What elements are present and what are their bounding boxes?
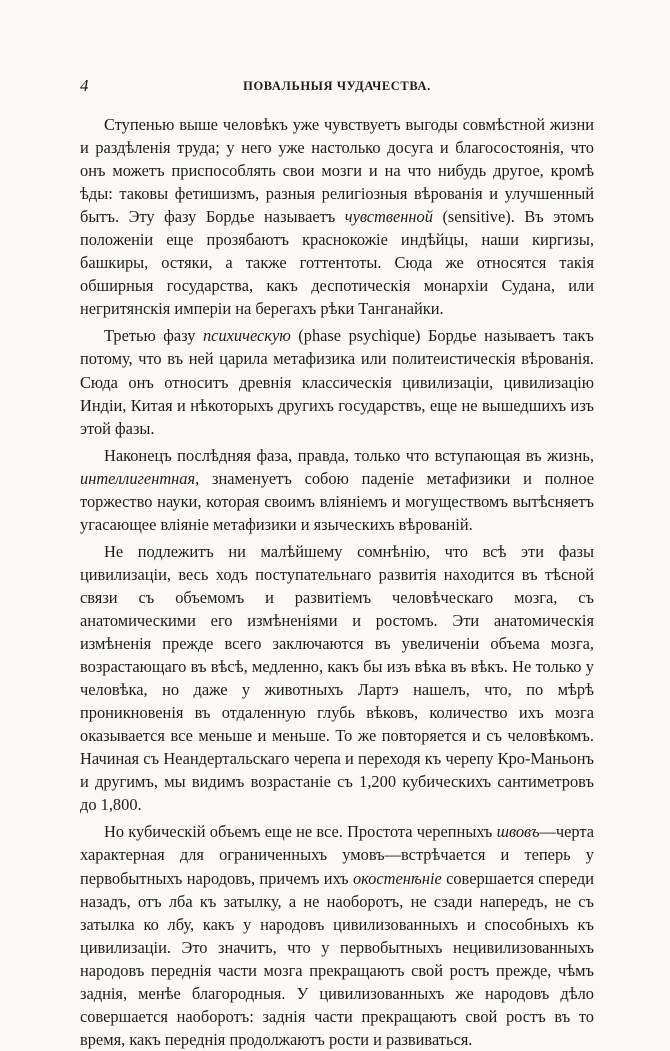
paragraph-4: Не подлежитъ ни малѣйшему сомнѣнію, что всѣ эти фазы цивилизаціи, весь ходъ поступательнаго развитія находится въ тѣсной связи съ объемомъ и развитіемъ человѣческаго мозга, съ анатомическими его измѣненіями и ростомъ. Эти анатомическія измѣненія прежде всего заключаются въ увеличеніи объема мозга, возрастающаго въ вѣсѣ, медленно, какъ бы изъ вѣка въ вѣкъ. Не только у человѣка, но даже у животныхъ Лартэ нашелъ, что, по мѣрѣ проникновенія въ отдаленную глубь вѣковъ, количество ихъ мозга оказывается все меньше и меньше. То же повторяется и съ человѣкомъ. Начиная съ Неандертальскаго черепа и переходя къ черепу Кро-Маньонъ и другимъ, мы видимъ возрастаніе съ 1,200 кубическихъ сантиметровъ до 1,800. bbox=[80, 541, 594, 815]
emphasized-term: швовъ bbox=[496, 822, 540, 842]
paragraph-1: Ступенью выше человѣкъ уже чувствуетъ выгоды совмѣстной жизни и раздѣленія труда; у него уже настолько досуга и благосостоянія, что онъ можетъ приспособлять свои мозги и на что нибудь другое, кромѣ ѣды: таковы фетишизмъ, разныя религіозныя вѣрованія и улучшенный бытъ. Эту фазу Бордье называетъ чувственной (sensitive). Въ этомъ положеніи еще прозябаютъ краснокожіе индѣйцы, наши киргизы, башкиры, остяки, а также готтентоты. Сюда же относятся такія обширныя государства, какъ деспотическія монархіи Судана, или негритянскія имперіи на берегахъ рѣки Танганайки. bbox=[80, 115, 594, 319]
page-number: 4 bbox=[80, 76, 89, 95]
paragraph-5: Но кубическій объемъ еще не все. Простота черепныхъ швовъ—черта характерная для ограниченныхъ умовъ—встрѣчается и теперь у первобытныхъ народовъ, причемъ ихъ окостенѣніе совершается спереди назадъ, отъ лба къ затылку, а не наоборотъ, не сзади напередъ, не съ затылка ко лбу, какъ у народовъ цивилизованныхъ и способныхъ къ цивилизаціи. Это значитъ, что у первобытныхъ нецивилизованныхъ народовъ переднія части мозга прекращаютъ свой ростъ прежде, чѣмъ заднія, менѣе благородныя. У цивилизованныхъ же народовъ дѣло совершается наоборотъ: заднія части прекращаютъ свой ростъ въ то время, какъ переднія продолжаютъ рости и развиваться. bbox=[80, 822, 594, 1049]
paragraph-2: Третью фазу психическую (phase psychique) Бордье называетъ такъ потому, что въ ней царила метафизика или политеистическія вѣрованія. Сюда онъ относитъ древнія классическія цивилизаціи, цивилизацію Индіи, Китая и нѣкоторыхъ другихъ государствъ, еще не вышедшихъ изъ этой фазы. bbox=[80, 326, 594, 438]
emphasized-term: интеллигентная bbox=[80, 468, 196, 488]
emphasized-term: психическую bbox=[202, 326, 291, 346]
emphasized-term: окостенѣніе bbox=[352, 868, 442, 888]
running-title: ПОВАЛЬНЫЯ ЧУДАЧЕСТВА. bbox=[243, 79, 431, 93]
paragraph-3: Наконецъ послѣдняя фаза, правда, только что вступающая въ жизнь, интеллигентная, знаменуетъ собою паденіе метафизики и полное торжество науки, которая своимъ вліяніемъ и могуществомъ вытѣсняетъ угасающее вліяніе метафизики и языческихъ вѣрованій. bbox=[80, 445, 594, 534]
emphasized-term: чувственной bbox=[344, 207, 433, 227]
running-header bbox=[80, 76, 594, 96]
body-text bbox=[80, 113, 594, 1051]
